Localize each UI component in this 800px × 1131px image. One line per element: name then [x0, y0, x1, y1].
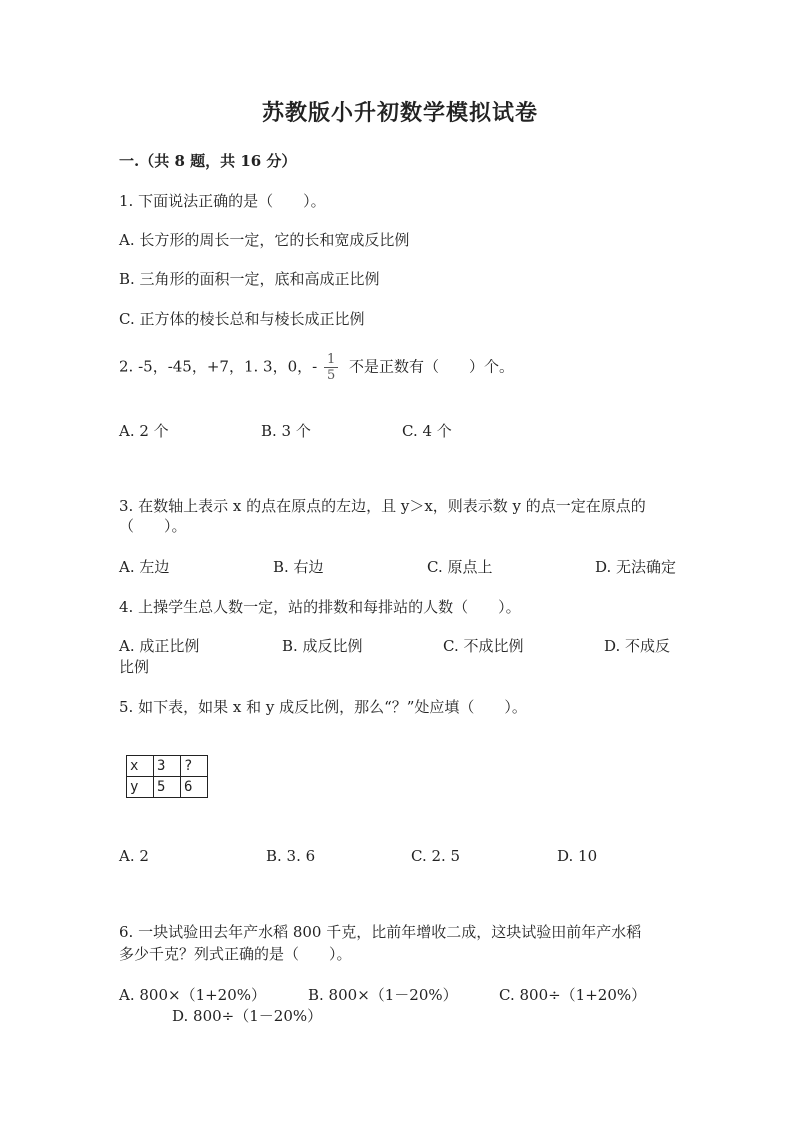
question-2-stem [119, 352, 514, 383]
question-2-option-b: B. 3 个 [261, 422, 311, 440]
question-1-stem: 1. 下面说法正确的是（ ）。 [119, 192, 326, 210]
question-4-option-c: C. 不成比例 [443, 637, 524, 655]
table-cell: 6 [181, 777, 208, 798]
question-6-stem-line1: 6. 一块试验田去年产水稻 800 千克，比前年增收二成，这块试验田前年产水稻 [119, 923, 642, 941]
question-1-option-b: B. 三角形的面积一定，底和高成正比例 [119, 270, 380, 288]
table-row [127, 777, 208, 798]
table-cell: ? [181, 756, 208, 777]
question-6-option-c: C. 800÷（1+20%） [499, 986, 647, 1004]
question-5-option-d: D. 10 [557, 847, 598, 865]
fraction-one-fifth [324, 352, 338, 383]
fraction-denominator: 5 [326, 368, 336, 383]
question-3-option-a: A. 左边 [119, 558, 170, 576]
question-2-stem-suffix: 不是正数有（ ）个。 [349, 357, 515, 376]
section-heading: 一.（共 8 题，共 16 分） [119, 152, 297, 170]
table-cell: 5 [154, 777, 181, 798]
question-1-option-c: C. 正方体的棱长总和与棱长成正比例 [119, 310, 365, 328]
question-4-option-b: B. 成反比例 [282, 637, 363, 655]
question-4-option-a: A. 成正比例 [119, 637, 200, 655]
question-5-stem: 5. 如下表，如果 x 和 y 成反比例，那么“？”处应填（ ）。 [119, 698, 527, 716]
table-cell: y [127, 777, 154, 798]
question-3-option-d: D. 无法确定 [595, 558, 677, 576]
question-2-option-a: A. 2 个 [119, 422, 169, 440]
question-5-option-c: C. 2. 5 [411, 847, 461, 865]
xy-table [126, 755, 208, 798]
question-6-option-a: A. 800×（1+20%） [119, 986, 267, 1004]
question-2-option-c: C. 4 个 [402, 422, 452, 440]
table-cell: 3 [154, 756, 181, 777]
table-row [127, 756, 208, 777]
question-3-stem-line1: 3. 在数轴上表示 x 的点在原点的左边，且 y＞x，则表示数 y 的点一定在原点的 [119, 497, 646, 515]
question-3-option-c: C. 原点上 [427, 558, 493, 576]
table-cell: x [127, 756, 154, 777]
question-4-stem: 4. 上操学生总人数一定，站的排数和每排站的人数（ ）。 [119, 598, 521, 616]
question-6-option-b: B. 800×（1－20%） [308, 986, 458, 1004]
page-title: 苏教版小升初数学模拟试卷 [261, 100, 538, 126]
question-1-option-a: A. 长方形的周长一定，它的长和宽成反比例 [119, 231, 410, 249]
fraction-numerator: 1 [326, 352, 336, 367]
question-4-option-d-wrap: 比例 [119, 658, 150, 676]
question-6-stem-line2: 多少千克？列式正确的是（ ）。 [119, 945, 352, 963]
question-5-option-a: A. 2 [119, 847, 149, 865]
question-2-stem-prefix: 2. -5，-45，+7，1. 3，0，- [119, 357, 318, 376]
question-3-option-b: B. 右边 [273, 558, 324, 576]
question-5-option-b: B. 3. 6 [266, 847, 316, 865]
question-6-option-d: D. 800÷（1－20%） [172, 1007, 323, 1025]
question-3-stem-line2: （ ）。 [119, 517, 187, 535]
question-4-option-d: D. 不成反 [604, 637, 671, 655]
